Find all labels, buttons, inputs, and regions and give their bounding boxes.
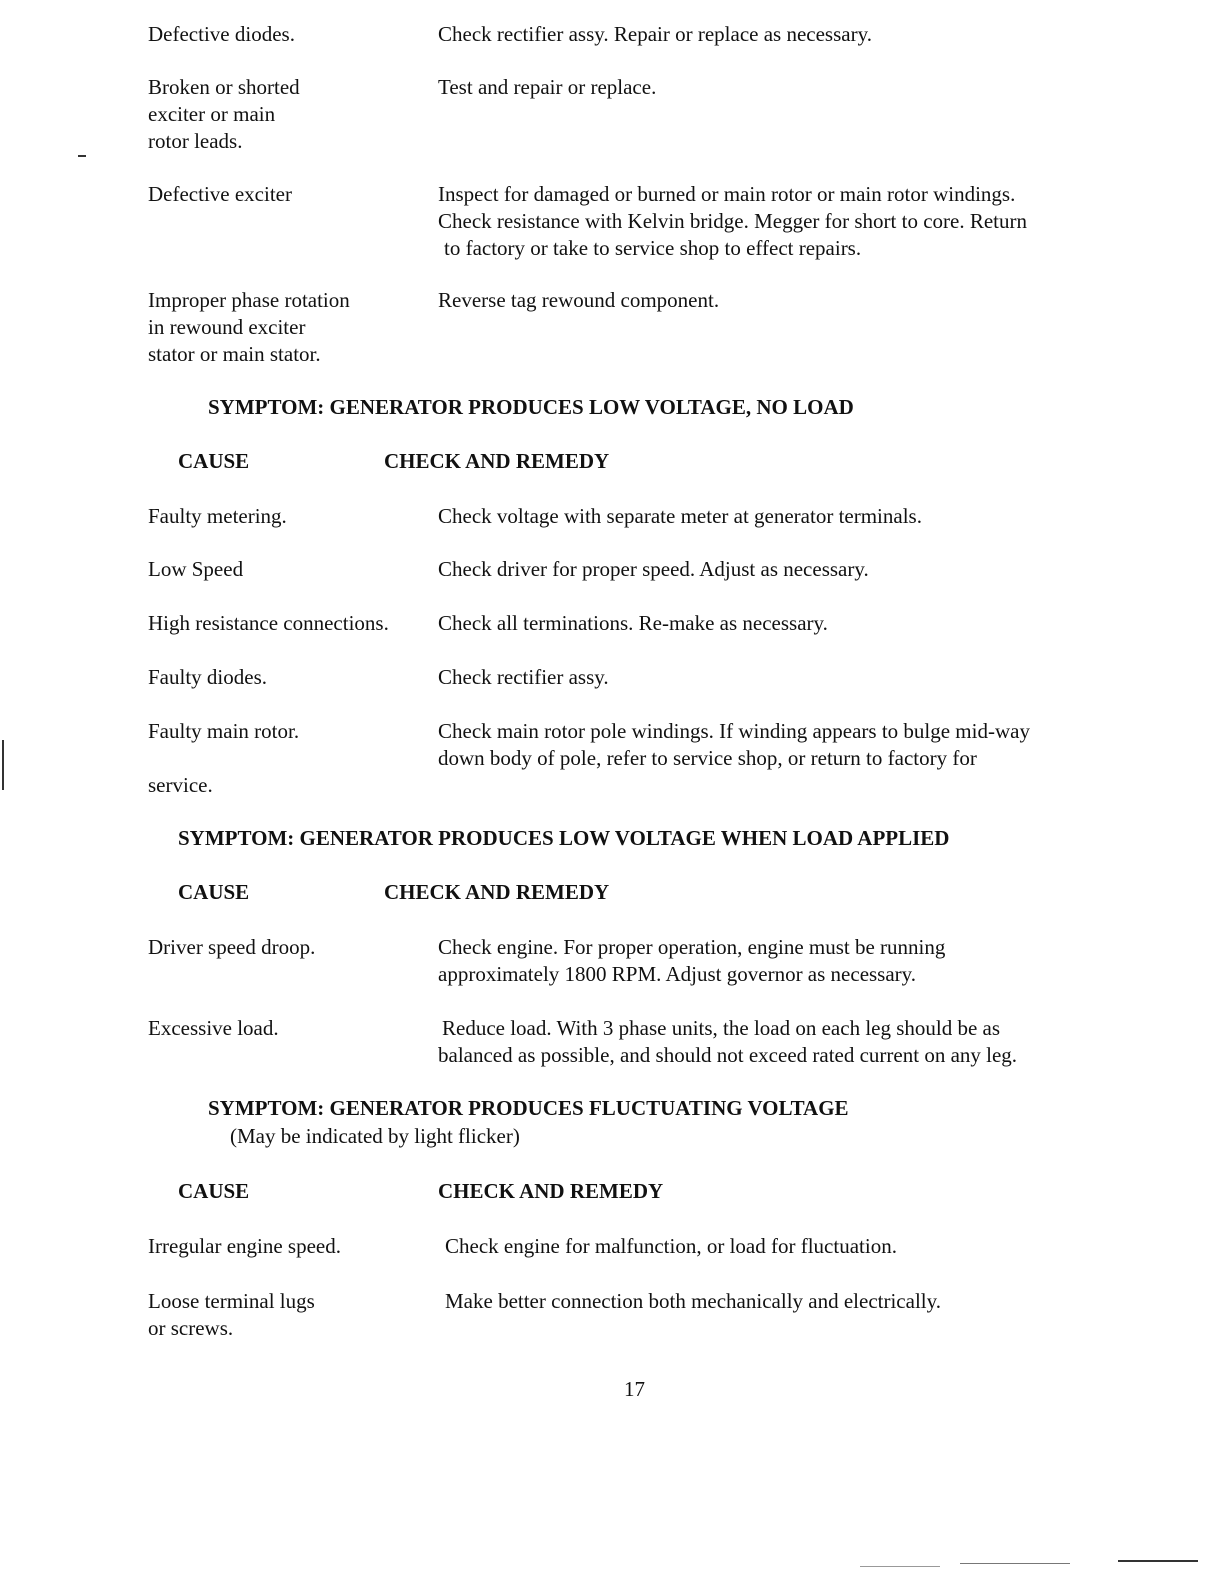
- scan-mark: [960, 1563, 1070, 1564]
- scan-mark: [860, 1566, 940, 1567]
- cause-cell: [148, 1015, 433, 1042]
- section-heading: SYMPTOM: GENERATOR PRODUCES LOW VOLTAGE WHEN LOAD APPLIED: [178, 826, 950, 850]
- cause-text: Improper phase rotation: [148, 288, 350, 312]
- remedy-text: down body of pole, refer to service shop, or return to factory for: [438, 746, 977, 770]
- cause-text: Defective diodes.: [148, 22, 295, 46]
- cause-cell: [148, 934, 433, 961]
- cause-text: Faulty diodes.: [148, 665, 267, 689]
- cause-text: or screws.: [148, 1316, 234, 1340]
- cause-cell: [148, 503, 433, 530]
- cause-text: exciter or main: [148, 102, 276, 126]
- remedy-cell: [438, 664, 1108, 691]
- remedy-text: Check rectifier assy. Repair or replace as necessary.: [438, 22, 872, 46]
- remedy-cell: [438, 1015, 1108, 1069]
- cause-text: Excessive load.: [148, 1016, 279, 1040]
- section-subheading: (May be indicated by light flicker): [230, 1124, 520, 1148]
- section-heading: SYMPTOM: GENERATOR PRODUCES LOW VOLTAGE, NO LOAD: [208, 395, 854, 419]
- cause-text: Defective exciter: [148, 182, 292, 206]
- trailing-text: service.: [148, 773, 213, 797]
- cause-cell: [148, 556, 433, 583]
- remedy-cell: [438, 181, 1108, 262]
- remedy-cell: [445, 1288, 1115, 1315]
- page-number: 17: [624, 1377, 645, 1401]
- remedy-text: Check resistance with Kelvin bridge. Megger for short to core. Return: [438, 209, 1027, 233]
- remedy-cell: [445, 1233, 1115, 1260]
- remedy-text: Check driver for proper speed. Adjust as necessary.: [438, 557, 869, 581]
- remedy-text: Check all terminations. Re-make as necessary.: [438, 611, 828, 635]
- remedy-cell: [438, 74, 1108, 101]
- remedy-text: Check main rotor pole windings. If winding appears to bulge mid-way: [438, 719, 1030, 743]
- cause-column-header: CAUSE: [178, 449, 250, 473]
- remedy-cell: [438, 21, 1108, 48]
- cause-text: in rewound exciter: [148, 315, 306, 339]
- remedy-text: Check engine. For proper operation, engine must be running: [438, 935, 946, 959]
- remedy-cell: [438, 718, 1108, 772]
- remedy-text: Inspect for damaged or burned or main rotor or main rotor windings.: [438, 182, 1016, 206]
- remedy-text: Make better connection both mechanically and electrically.: [445, 1289, 942, 1313]
- cause-text: stator or main stator.: [148, 342, 321, 366]
- remedy-text: balanced as possible, and should not exceed rated current on any leg.: [438, 1043, 1018, 1067]
- section-heading: SYMPTOM: GENERATOR PRODUCES FLUCTUATING VOLTAGE: [208, 1096, 849, 1120]
- scan-mark: [1118, 1560, 1198, 1562]
- cause-cell: [148, 718, 433, 745]
- cause-column-header: CAUSE: [178, 880, 250, 904]
- cause-text: Faulty main rotor.: [148, 719, 300, 743]
- cause-cell: [148, 1233, 433, 1260]
- remedy-text: Check rectifier assy.: [438, 665, 609, 689]
- cause-cell: [148, 74, 433, 155]
- cause-column-header: CAUSE: [178, 1179, 250, 1203]
- remedy-text: to factory or take to service shop to effect repairs.: [444, 236, 862, 260]
- remedy-text: Test and repair or replace.: [438, 75, 657, 99]
- cause-text: Driver speed droop.: [148, 935, 316, 959]
- scan-mark: [2, 740, 4, 790]
- cause-text: Low Speed: [148, 557, 244, 581]
- remedy-text: Reverse tag rewound component.: [438, 288, 720, 312]
- cause-text: Loose terminal lugs: [148, 1289, 315, 1313]
- cause-cell: [148, 1288, 433, 1342]
- cause-text: High resistance connections.: [148, 611, 389, 635]
- remedy-cell: [438, 556, 1108, 583]
- cause-cell: [148, 610, 433, 637]
- cause-text: Broken or shorted: [148, 75, 300, 99]
- cause-text: rotor leads.: [148, 129, 243, 153]
- cause-cell: [148, 287, 433, 368]
- remedy-column-header: CHECK AND REMEDY: [384, 880, 610, 904]
- scan-mark: [78, 155, 86, 157]
- remedy-text: approximately 1800 RPM. Adjust governor as necessary.: [438, 962, 917, 986]
- remedy-text: Check engine for malfunction, or load for fluctuation.: [445, 1234, 897, 1258]
- cause-cell: [148, 181, 433, 208]
- cause-cell: [148, 664, 433, 691]
- cause-cell: [148, 21, 433, 48]
- remedy-cell: [438, 934, 1108, 988]
- cause-text: Faulty metering.: [148, 504, 287, 528]
- remedy-column-header: CHECK AND REMEDY: [384, 449, 610, 473]
- remedy-column-header: CHECK AND REMEDY: [438, 1179, 664, 1203]
- remedy-cell: [438, 610, 1108, 637]
- remedy-text: Reduce load. With 3 phase units, the load on each leg should be as: [442, 1016, 1001, 1040]
- remedy-text: Check voltage with separate meter at generator terminals.: [438, 504, 922, 528]
- cause-text: Irregular engine speed.: [148, 1234, 341, 1258]
- remedy-cell: [438, 503, 1108, 530]
- remedy-cell: [438, 287, 1108, 314]
